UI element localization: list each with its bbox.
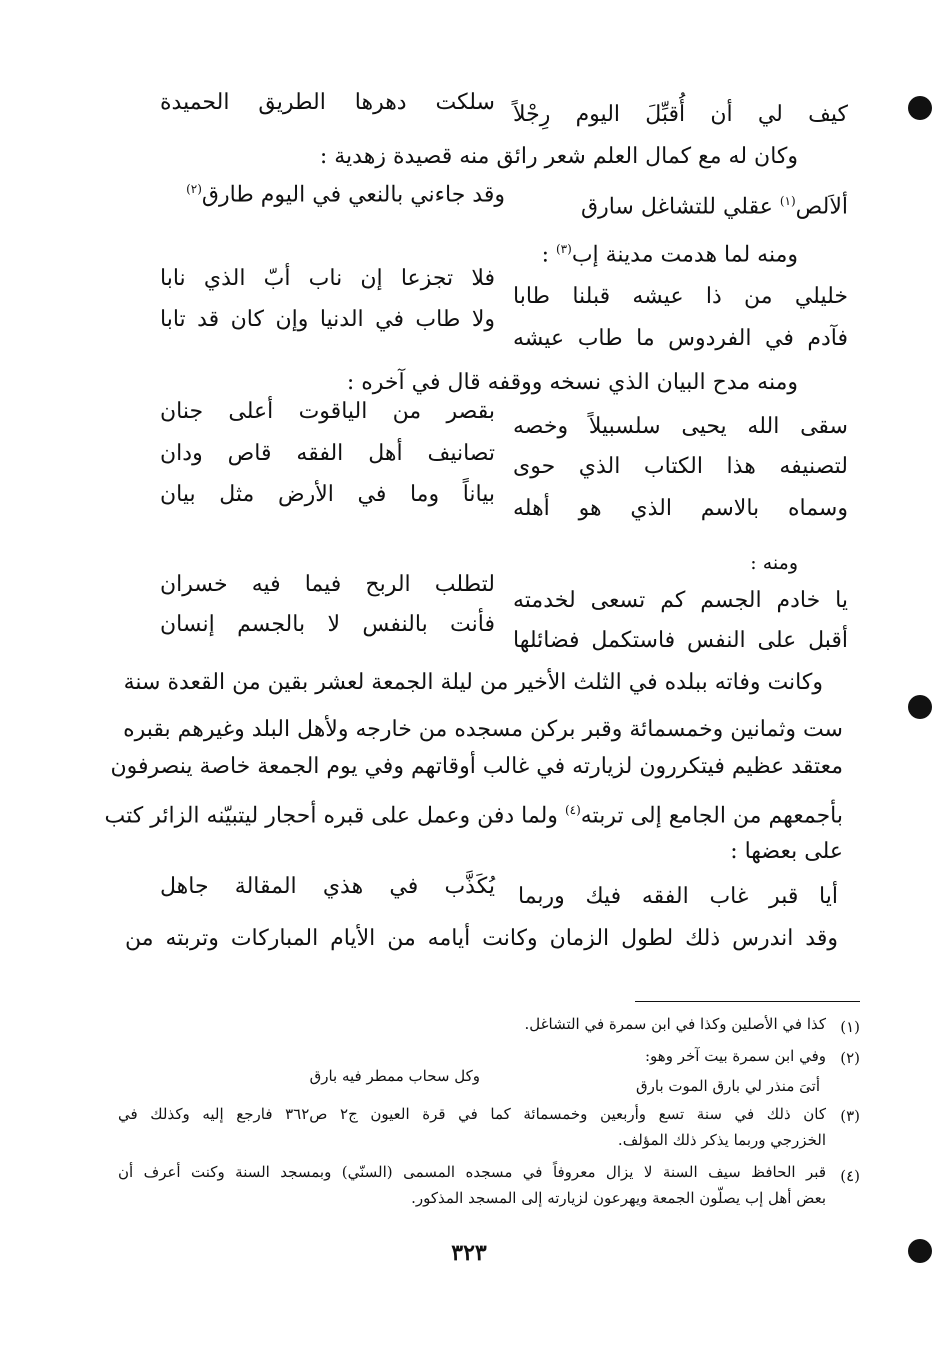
prose-line-3: معتقد عظيم فيتكررون لزيارته في غالب أوقاتهم وفي يوم الجمعة خاصة ينصرفون bbox=[110, 754, 843, 779]
prose-line-1: وكانت وفاته ببلده في الثلث الأخير من ليلة الجمعة لعشر بقين من القعدة سنة bbox=[123, 670, 823, 695]
footnote-3-line-1: كان ذلك في سنة تسع وأربعين وخمسمائة كما في قرة العيون ج٢ ص٣٦٢ فارجع إليه وكذلك في bbox=[118, 1105, 827, 1123]
intro-zuhd-poem: وكان له مع كمال العلم شعر رائق منه قصيدة زهدية : bbox=[319, 144, 798, 169]
verse-5b-right: أقبل على النفس فاستكمل فضائلها bbox=[513, 628, 848, 653]
verse-3a-right: خليلي من ذا عيشه قبلنا طابا bbox=[513, 284, 848, 309]
verse-4a-right: سقى الله يحيى سلسبيلاً وخصه bbox=[513, 414, 848, 439]
footnote-mark-4: (٤) bbox=[564, 803, 581, 817]
verse-5a-left: لتطلب الربح فيما فيه خسران bbox=[160, 572, 495, 597]
verse-3b-left: ولا طاب في الدنيا وإن كان قد تابا bbox=[160, 307, 495, 332]
verse-4c-right: وسماه بالاسم الذي هو أهله bbox=[513, 496, 848, 521]
intro-ibb-text: ومنه لما هدمت مدينة إب bbox=[571, 242, 798, 268]
prose-line-4-end: ولما دفن وعمل على قبره أحجار ليتبيّنه الزائر كتب bbox=[104, 803, 558, 829]
prose-line-6: وقد اندرس ذلك لطول الزمان وكانت أيامه من الأيام المباركات وتربته من bbox=[125, 926, 838, 951]
prose-line-2: ست وثمانين وخمسمائة وقبر بركن مسجده من خارجه ولأهل البلد وغيرهم بقبره bbox=[123, 717, 843, 742]
verse-2-right bbox=[513, 184, 848, 218]
verse-4b-right: لتصنيفه هذا الكتاب الذي حوى bbox=[513, 454, 848, 479]
footnote-4-line-2: بعض أهل إب يصلّون الجمعة ويهرعون لزيارته إلى المسجد المذكور. bbox=[411, 1189, 826, 1207]
verse-4a-left: بقصر من الياقوت أعلى جنان bbox=[160, 399, 495, 424]
intro-ibb-colon: : bbox=[541, 242, 549, 268]
verse-4c-left: بياناً وما في الأرض مثل بيان bbox=[160, 482, 495, 507]
footnote-2-text: وفي ابن سمرة بيت آخر وهو: bbox=[645, 1047, 826, 1065]
footnote-4-line-1: قبر الحافظ سيف السنة لا يزال معروفاً في مسجده المسمى (السنّي) وبمسجد السنة وكنت أعرف أن bbox=[118, 1163, 826, 1181]
footnote-3-line-2: الخزرجي وربما يذكر ذلك المؤلف. bbox=[617, 1131, 826, 1149]
intro-minhu: ومنه : bbox=[750, 552, 798, 574]
footnote-2-verse-right: أتىَ منذر لي بارق الموت بارق bbox=[636, 1077, 820, 1095]
verse-4b-left: تصانيف أهل الفقه قاص ودان bbox=[160, 441, 495, 466]
footnote-3-number: (٣) bbox=[840, 1107, 860, 1125]
verse-2-right-rest: عقلي للتشاغل سارق bbox=[581, 194, 773, 220]
verse-3a-left: فلا تجزعا إن ناب أبّ الذي نابا bbox=[160, 266, 495, 291]
verse-2-left bbox=[160, 172, 505, 206]
punch-hole-top bbox=[908, 96, 932, 120]
verse-1-right: كيف لي أن أُقبِّلَ اليوم رِجْلاً bbox=[513, 102, 848, 127]
verse-6-right: أيا قبر غاب الفقه فيك وربما bbox=[518, 884, 838, 909]
punch-hole-middle bbox=[908, 695, 932, 719]
footnote-4-number: (٤) bbox=[840, 1167, 860, 1185]
prose-line-4 bbox=[104, 793, 843, 829]
footnote-mark-3: (٣) bbox=[555, 242, 572, 256]
intro-bayan-praise: ومنه مدح البيان الذي نسخه ووقفه قال في آخره : bbox=[346, 370, 798, 395]
footnote-1-text: كذا في الأصلين وكذا في ابن سمرة في التشاغل. bbox=[524, 1015, 826, 1033]
footnote-mark-1: (١) bbox=[779, 194, 796, 208]
page-number: ٣٢٣ bbox=[451, 1240, 487, 1266]
footnote-2-number: (٢) bbox=[840, 1049, 860, 1067]
verse-2-right-word: ألاَلص bbox=[795, 194, 848, 220]
intro-ibb-destroyed bbox=[542, 232, 798, 266]
footnote-mark-2: (٢) bbox=[186, 182, 202, 196]
verse-3b-right: فآدم في الفردوس ما طاب عيشه bbox=[513, 326, 848, 351]
verse-2-left-text: وقد جاءني بالنعي في اليوم طارق bbox=[201, 182, 505, 208]
prose-line-5: على بعضها : bbox=[730, 839, 843, 864]
verse-6-left: يُكَذَّب في هذي المقالة جاهل bbox=[160, 874, 495, 899]
verse-5a-right: يا خادم الجسم كم تسعى لخدمته bbox=[513, 588, 848, 613]
footnote-2-verse-left: وكل سحاب ممطر فيه بارق bbox=[309, 1067, 480, 1085]
verse-1-left: سلكت دهرها الطريق الحميدة bbox=[160, 90, 495, 115]
footnote-1-number: (١) bbox=[840, 1018, 860, 1036]
footnote-separator bbox=[635, 1001, 860, 1002]
prose-line-4-start: بأجمعهم من الجامع إلى تربته bbox=[580, 803, 843, 829]
verse-5b-left: فأنت بالنفس لا بالجسم إنسان bbox=[160, 612, 495, 637]
